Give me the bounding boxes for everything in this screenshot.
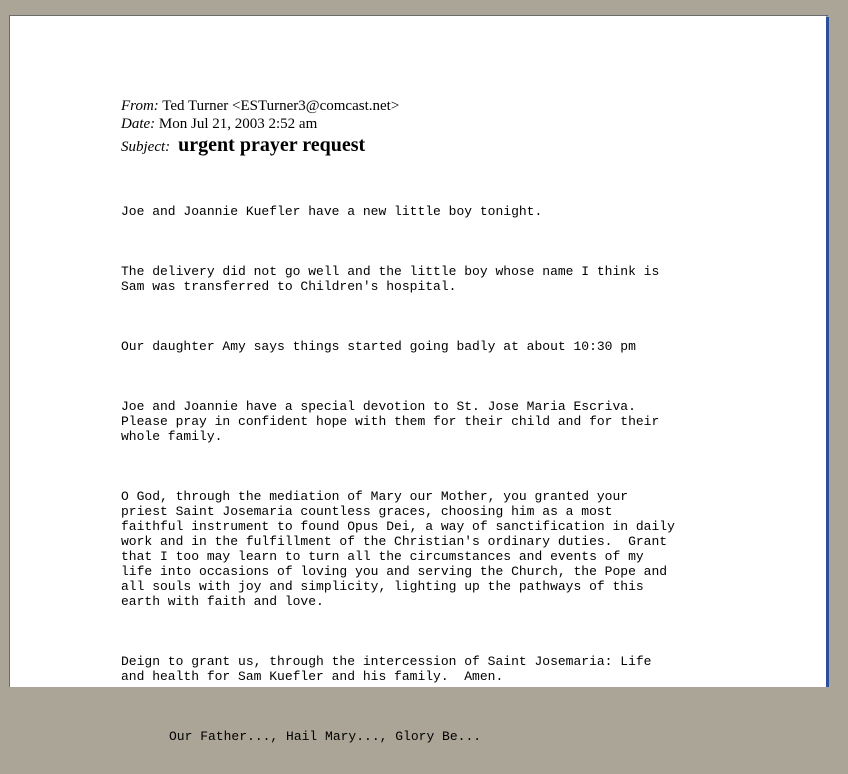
page-edge-right: [826, 17, 829, 687]
email-header: [121, 97, 399, 157]
from-label: From:: [121, 98, 159, 114]
from-line: [121, 97, 399, 115]
date-label: Date:: [121, 116, 156, 132]
body-paragraph: Joe and Joannie Kuefler have a new little boy tonight.: [121, 204, 543, 219]
from-value: Ted Turner <ESTurner3@comcast.net>: [162, 98, 400, 114]
body-paragraph: Joe and Joannie have a special devotion to St. Jose Maria Escriva. Please pray in confident hope with them for their child and for their whole family.: [121, 399, 660, 444]
date-line: [121, 115, 399, 133]
body-paragraph: Our daughter Amy says things started going badly at about 10:30 pm: [121, 339, 636, 354]
body-paragraph: The delivery did not go well and the little boy whose name I think is Sam was transferred to Children's hospital.: [121, 264, 660, 294]
email-body: [121, 174, 675, 774]
body-paragraph: O God, through the mediation of Mary our Mother, you granted your priest Saint Josemaria countless graces, choosing him as a most faithful instrument to found Opus Dei, a way of sanctification in daily work and in the fulfillment of the Christian's ordinary duties. Grant that I too may learn to turn all the circumstances and events of my life into occasions of loving you and serving the Church, the Pope and all souls with joy and simplicity, lighting up the pathways of this earth with faith and love.: [121, 489, 675, 609]
subject-line: [121, 134, 399, 157]
subject-label: Subject:: [121, 139, 171, 155]
closing-line: Our Father..., Hail Mary..., Glory Be...: [169, 729, 482, 744]
body-paragraph: Deign to grant us, through the intercession of Saint Josemaria: Life and health for Sam Kuefler and his family. Amen.: [121, 654, 652, 684]
date-value: Mon Jul 21, 2003 2:52 am: [158, 116, 318, 132]
subject-value: urgent prayer request: [178, 134, 366, 156]
